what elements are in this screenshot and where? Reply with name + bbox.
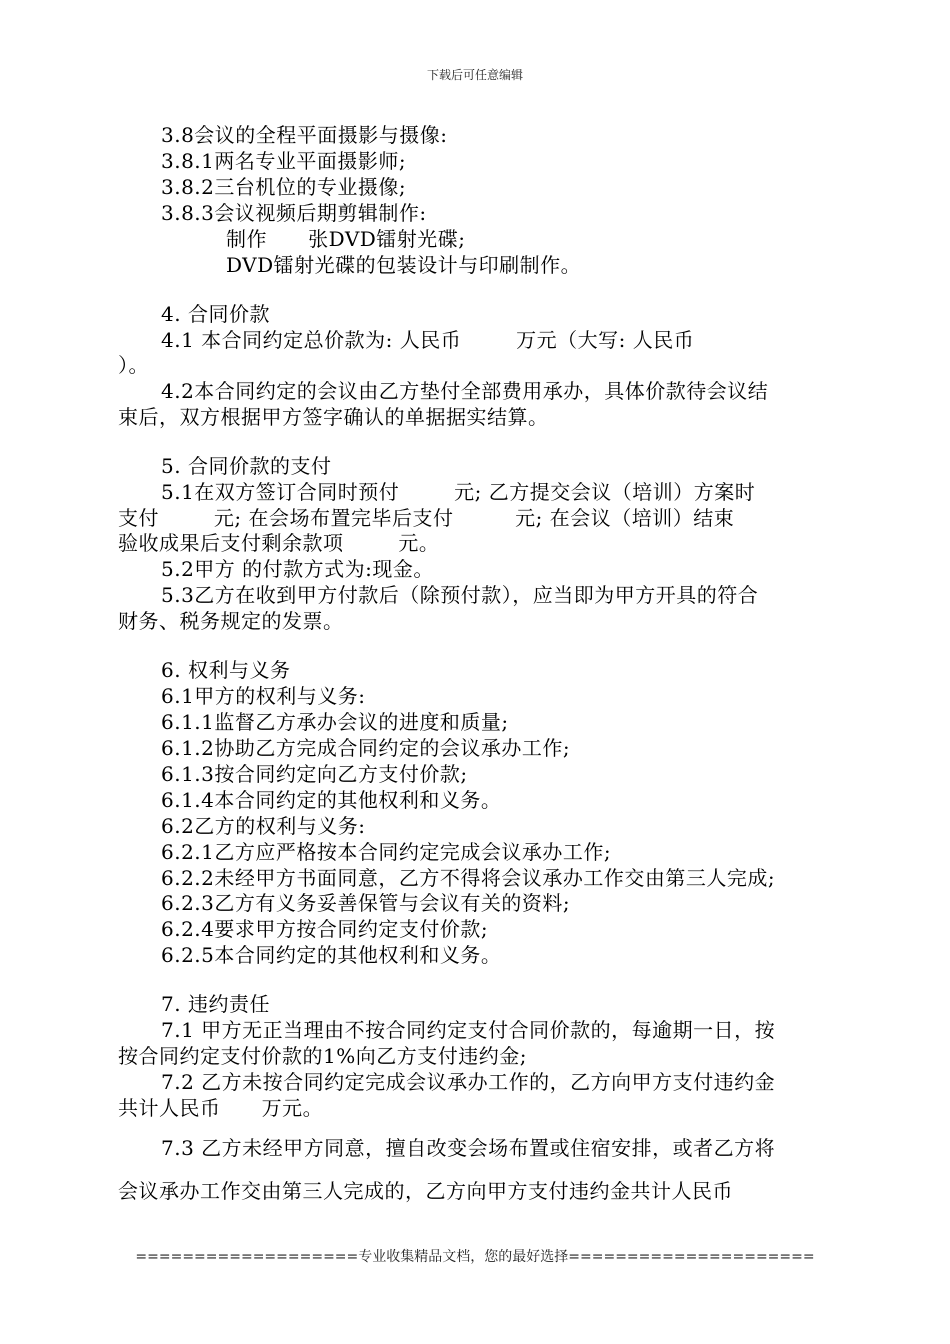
text-line: 3.8会议的全程平面摄影与摄像: [161,123,448,147]
text-line: 4. 合同价款 [161,302,270,326]
text-line: 验收成果后支付剩余款项 元。 [118,531,440,555]
text-line: 6.1.3按合同约定向乙方支付价款; [161,762,468,786]
text-line: 7. 违约责任 [161,992,270,1016]
page-header: 下载后可任意编辑 [426,68,523,82]
text-line: 7.1 甲方无正当理由不按合同约定支付合同价款的，每逾期一日，按 [161,1018,776,1042]
text-line: 7.2 乙方未按合同约定完成会议承办工作的，乙方向甲方支付违约金 [161,1070,776,1094]
text-line: ）。 [118,353,149,377]
text-line: 5.3乙方在收到甲方付款后（除预付款），应当即为甲方开具的符合 [161,583,759,607]
page-footer: ===================专业收集精品文档，您的最好选择===================== [135,1249,815,1265]
text-line: 6.2.4要求甲方按合同约定支付价款; [161,917,489,941]
text-line: 束后，双方根据甲方签字确认的单据据实结算。 [118,405,549,429]
text-line: 6.1.1监督乙方承办会议的进度和质量; [161,710,509,734]
text-line: 支付 元; 在会场布置完毕后支付 元; 在会议（培训）结束 [118,506,735,530]
text-line: 财务、税务规定的发票。 [118,609,344,633]
text-line: DVD镭射光碟的包装设计与印刷制作。 [226,253,582,277]
text-line: 会议承办工作交由第三人完成的，乙方向甲方支付违约金共计人民币 [118,1179,733,1203]
text-line: 3.8.3会议视频后期剪辑制作: [161,201,427,225]
text-line: 按合同约定支付价款的1%向乙方支付违约金; [118,1044,527,1068]
text-line: 3.8.2三台机位的专业摄像; [161,175,407,199]
text-line: 5. 合同价款的支付 [161,454,332,478]
text-line: 6.2.3乙方有义务妥善保管与会议有关的资料; [161,891,571,915]
text-line: 6.2.2未经甲方书面同意，乙方不得将会议承办工作交由第三人完成; [161,866,776,890]
text-line: 6.2.5本合同约定的其他权利和义务。 [161,943,502,967]
text-line: 5.2甲方 的付款方式为:现金。 [161,557,434,581]
text-line: 6.1.4本合同约定的其他权利和义务。 [161,788,502,812]
text-line: 4.1 本合同约定总价款为: 人民币 万元（大写: 人民币 [161,328,695,352]
text-line: 4.2本合同约定的会议由乙方垫付全部费用承办，具体价款待会议结 [161,379,769,403]
text-line: 6.1.2协助乙方完成合同约定的会议承办工作; [161,736,571,760]
text-line: 6.2乙方的权利与义务: [161,814,366,838]
text-line: 6.2.1乙方应严格按本合同约定完成会议承办工作; [161,840,612,864]
text-line: 7.3 乙方未经甲方同意，擅自改变会场布置或住宿安排，或者乙方将 [161,1136,776,1160]
text-line: 6.1甲方的权利与义务: [161,684,366,708]
text-line: 制作 张DVD镭射光碟; [226,227,466,251]
text-line: 3.8.1两名专业平面摄影师; [161,149,407,173]
text-line: 共计人民币 万元。 [118,1096,324,1120]
text-line: 6. 权利与义务 [161,658,291,682]
text-line: 5.1在双方签订合同时预付 元; 乙方提交会议（培训）方案时 [161,480,756,504]
